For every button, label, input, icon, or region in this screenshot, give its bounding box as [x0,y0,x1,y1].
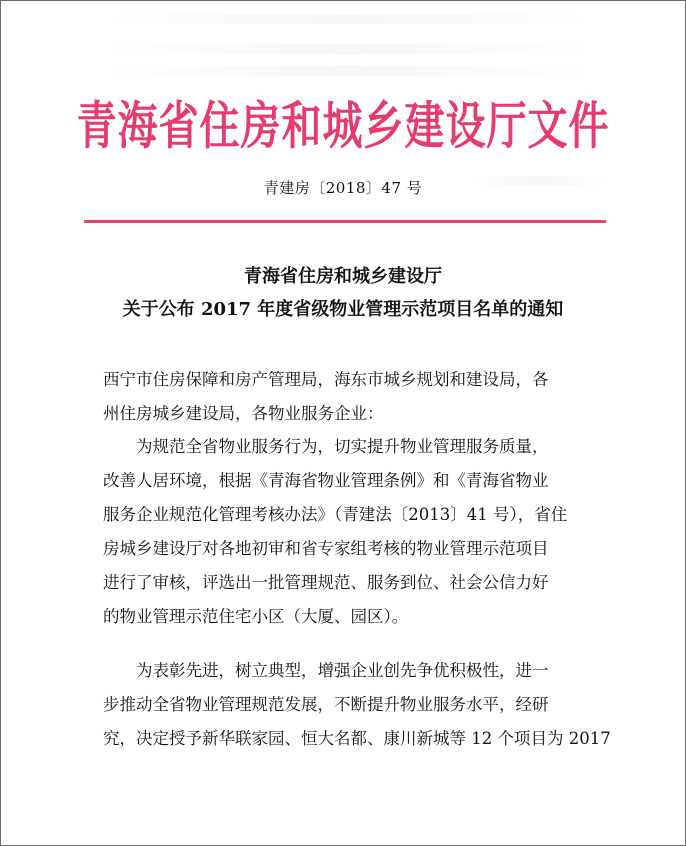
text-line: 究，决定授予新华联家园、恒大名都、康川新城等 12 个项目为 2017 [103,729,611,748]
text-line: 的物业管理示范住宅小区（大厦、园区）。 [103,607,409,626]
notice-title-line-2: 关于公布 2017 年度省级物业管理示范项目名单的通知 [122,299,564,320]
bleed-through-shadow [100,66,596,76]
notice-title-line-1: 青海省住房和城乡建设厅 [244,266,442,287]
body-paragraph-1 [103,430,603,634]
text-line: 为规范全省物业服务行为，切实提升物业管理服务质量， [103,437,549,456]
text-line: 州住房城乡建设局，各物业服务企业： [103,404,384,423]
body-paragraph-2 [103,654,611,756]
bleed-through-shadow [100,44,596,54]
text-line: 步推动全省物业管理规范发展，不断提升物业服务水平，经研 [103,695,549,714]
document-number: 青建房〔2018〕47 号 [263,179,423,197]
text-line: 改善人居环境，根据《青海省物业管理条例》和《青海省物业 [103,471,549,490]
bleed-through-shadow [100,14,596,24]
text-line: 西宁市住房保障和房产管理局，海东市城乡规划和建设局，各 [103,370,549,389]
text-line: 为表彰先进，树立典型，增强企业创先争优积极性，进一 [103,661,549,680]
text-line: 房城乡建设厅对各地初审和省专家组考核的物业管理示范项目 [103,539,549,558]
addressee-paragraph [103,363,603,431]
text-line: 进行了审核，评选出一批管理规范、服务到位、社会公信力好 [103,573,549,592]
document-header-title: 青海省住房和城乡建设厅文件 [76,97,610,157]
red-divider-line [84,220,606,223]
text-line: 服务企业规范化管理考核办法》（青建法〔2013〕41 号），省住 [103,505,568,524]
